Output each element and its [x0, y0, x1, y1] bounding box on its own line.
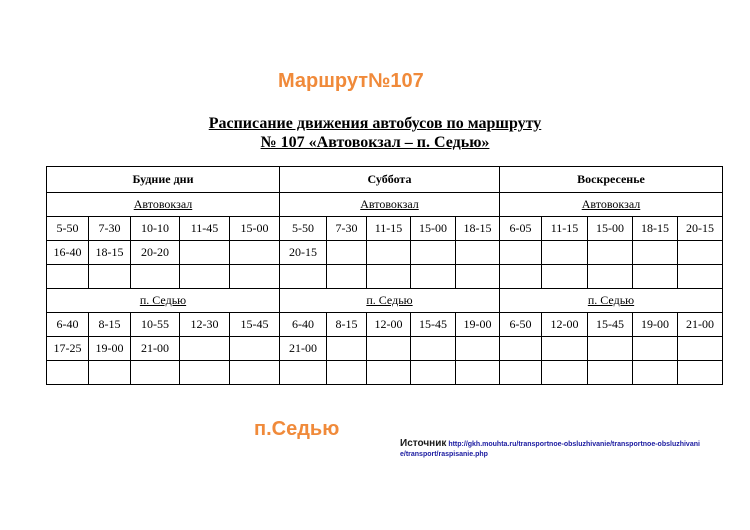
heading-line-2: № 107 «Автовокзал – п. Седью»	[260, 134, 490, 151]
departure-time: 6-40	[47, 313, 89, 337]
departure-time	[633, 241, 678, 265]
departure-time	[542, 337, 588, 361]
departure-time: 15-45	[411, 313, 456, 337]
departure-time	[47, 265, 89, 289]
departure-time: 16-40	[47, 241, 89, 265]
departure-time	[131, 361, 180, 385]
departure-time	[367, 265, 411, 289]
departure-time	[230, 241, 280, 265]
departure-time	[633, 265, 678, 289]
stop-label: п. Седью	[47, 289, 280, 313]
departure-time: 6-40	[280, 313, 327, 337]
departure-time: 7-30	[89, 217, 131, 241]
departure-time: 19-00	[89, 337, 131, 361]
departure-time: 20-15	[678, 217, 723, 241]
departure-time	[678, 241, 723, 265]
departure-time	[280, 361, 327, 385]
departure-time: 21-00	[280, 337, 327, 361]
departure-time: 12-00	[367, 313, 411, 337]
departure-time: 18-15	[456, 217, 500, 241]
source-link[interactable]: http://gkh.mouhta.ru/transportnoe-obsluzhivanie/transportnoe-obsluzhivanie/transport/raspisanie.php	[400, 441, 700, 458]
departure-time	[588, 241, 633, 265]
departure-time: 12-00	[542, 313, 588, 337]
to-stop-row	[47, 289, 723, 313]
departure-time: 10-55	[131, 313, 180, 337]
departure-time	[230, 337, 280, 361]
departure-time	[131, 265, 180, 289]
table-row	[47, 265, 723, 289]
departure-time: 15-45	[588, 313, 633, 337]
departure-time	[89, 361, 131, 385]
departure-time: 15-00	[230, 217, 280, 241]
stop-label: Автовокзал	[500, 193, 723, 217]
day-header: Суббота	[280, 167, 500, 193]
departure-time	[180, 241, 230, 265]
departure-time	[367, 361, 411, 385]
stop-name: п.Седью	[254, 418, 340, 440]
departure-time	[542, 265, 588, 289]
source-label: Источник	[400, 438, 447, 449]
departure-time	[89, 265, 131, 289]
departure-time: 17-25	[47, 337, 89, 361]
departure-time	[500, 337, 542, 361]
departure-time: 20-15	[280, 241, 327, 265]
day-header: Воскресенье	[500, 167, 723, 193]
departure-time: 18-15	[89, 241, 131, 265]
departure-time	[542, 361, 588, 385]
departure-time	[327, 337, 367, 361]
table-row	[47, 217, 723, 241]
from-stop-row	[47, 193, 723, 217]
departure-time: 21-00	[131, 337, 180, 361]
departure-time: 21-00	[678, 313, 723, 337]
departure-time: 5-50	[47, 217, 89, 241]
day-header-row	[47, 167, 723, 193]
departure-time	[456, 361, 500, 385]
departure-time	[633, 361, 678, 385]
departure-time	[327, 265, 367, 289]
departure-time	[411, 337, 456, 361]
departure-time	[678, 361, 723, 385]
stop-label: Автовокзал	[47, 193, 280, 217]
day-header: Будние дни	[47, 167, 280, 193]
departure-time: 11-15	[367, 217, 411, 241]
departure-time: 19-00	[456, 313, 500, 337]
departure-time: 7-30	[327, 217, 367, 241]
departure-time	[500, 241, 542, 265]
departure-time	[367, 241, 411, 265]
departure-time	[367, 337, 411, 361]
departure-time	[588, 337, 633, 361]
departure-time: 10-10	[131, 217, 180, 241]
departure-time: 15-45	[230, 313, 280, 337]
departure-time: 15-00	[588, 217, 633, 241]
departure-time: 5-50	[280, 217, 327, 241]
departure-time	[327, 241, 367, 265]
departure-time	[47, 361, 89, 385]
departure-time	[180, 361, 230, 385]
route-title: Маршрут№107	[278, 70, 424, 92]
schedule-heading	[140, 114, 610, 152]
departure-time	[456, 241, 500, 265]
departure-time	[411, 361, 456, 385]
table-row	[47, 361, 723, 385]
schedule-table	[46, 166, 723, 385]
departure-time	[327, 361, 367, 385]
departure-time	[542, 241, 588, 265]
table-row	[47, 241, 723, 265]
departure-time	[500, 265, 542, 289]
departure-time	[411, 265, 456, 289]
heading-line-1: Расписание движения автобусов по маршруту	[208, 115, 542, 132]
departure-time: 8-15	[327, 313, 367, 337]
departure-time	[588, 361, 633, 385]
departure-time	[588, 265, 633, 289]
stop-label: Автовокзал	[280, 193, 500, 217]
departure-time	[411, 241, 456, 265]
departure-time: 18-15	[633, 217, 678, 241]
departure-time	[180, 265, 230, 289]
table-row	[47, 313, 723, 337]
departure-time	[500, 361, 542, 385]
table-row	[47, 337, 723, 361]
departure-time	[230, 361, 280, 385]
source-note	[400, 439, 700, 460]
departure-time: 6-50	[500, 313, 542, 337]
departure-time: 11-45	[180, 217, 230, 241]
departure-time: 19-00	[633, 313, 678, 337]
departure-time	[678, 337, 723, 361]
stop-label: п. Седью	[280, 289, 500, 313]
departure-time: 11-15	[542, 217, 588, 241]
departure-time	[456, 337, 500, 361]
departure-time	[678, 265, 723, 289]
departure-time	[280, 265, 327, 289]
departure-time: 20-20	[131, 241, 180, 265]
departure-time	[180, 337, 230, 361]
departure-time	[230, 265, 280, 289]
stop-label: п. Седью	[500, 289, 723, 313]
departure-time	[456, 265, 500, 289]
departure-time: 6-05	[500, 217, 542, 241]
departure-time: 15-00	[411, 217, 456, 241]
departure-time	[633, 337, 678, 361]
departure-time: 8-15	[89, 313, 131, 337]
departure-time: 12-30	[180, 313, 230, 337]
